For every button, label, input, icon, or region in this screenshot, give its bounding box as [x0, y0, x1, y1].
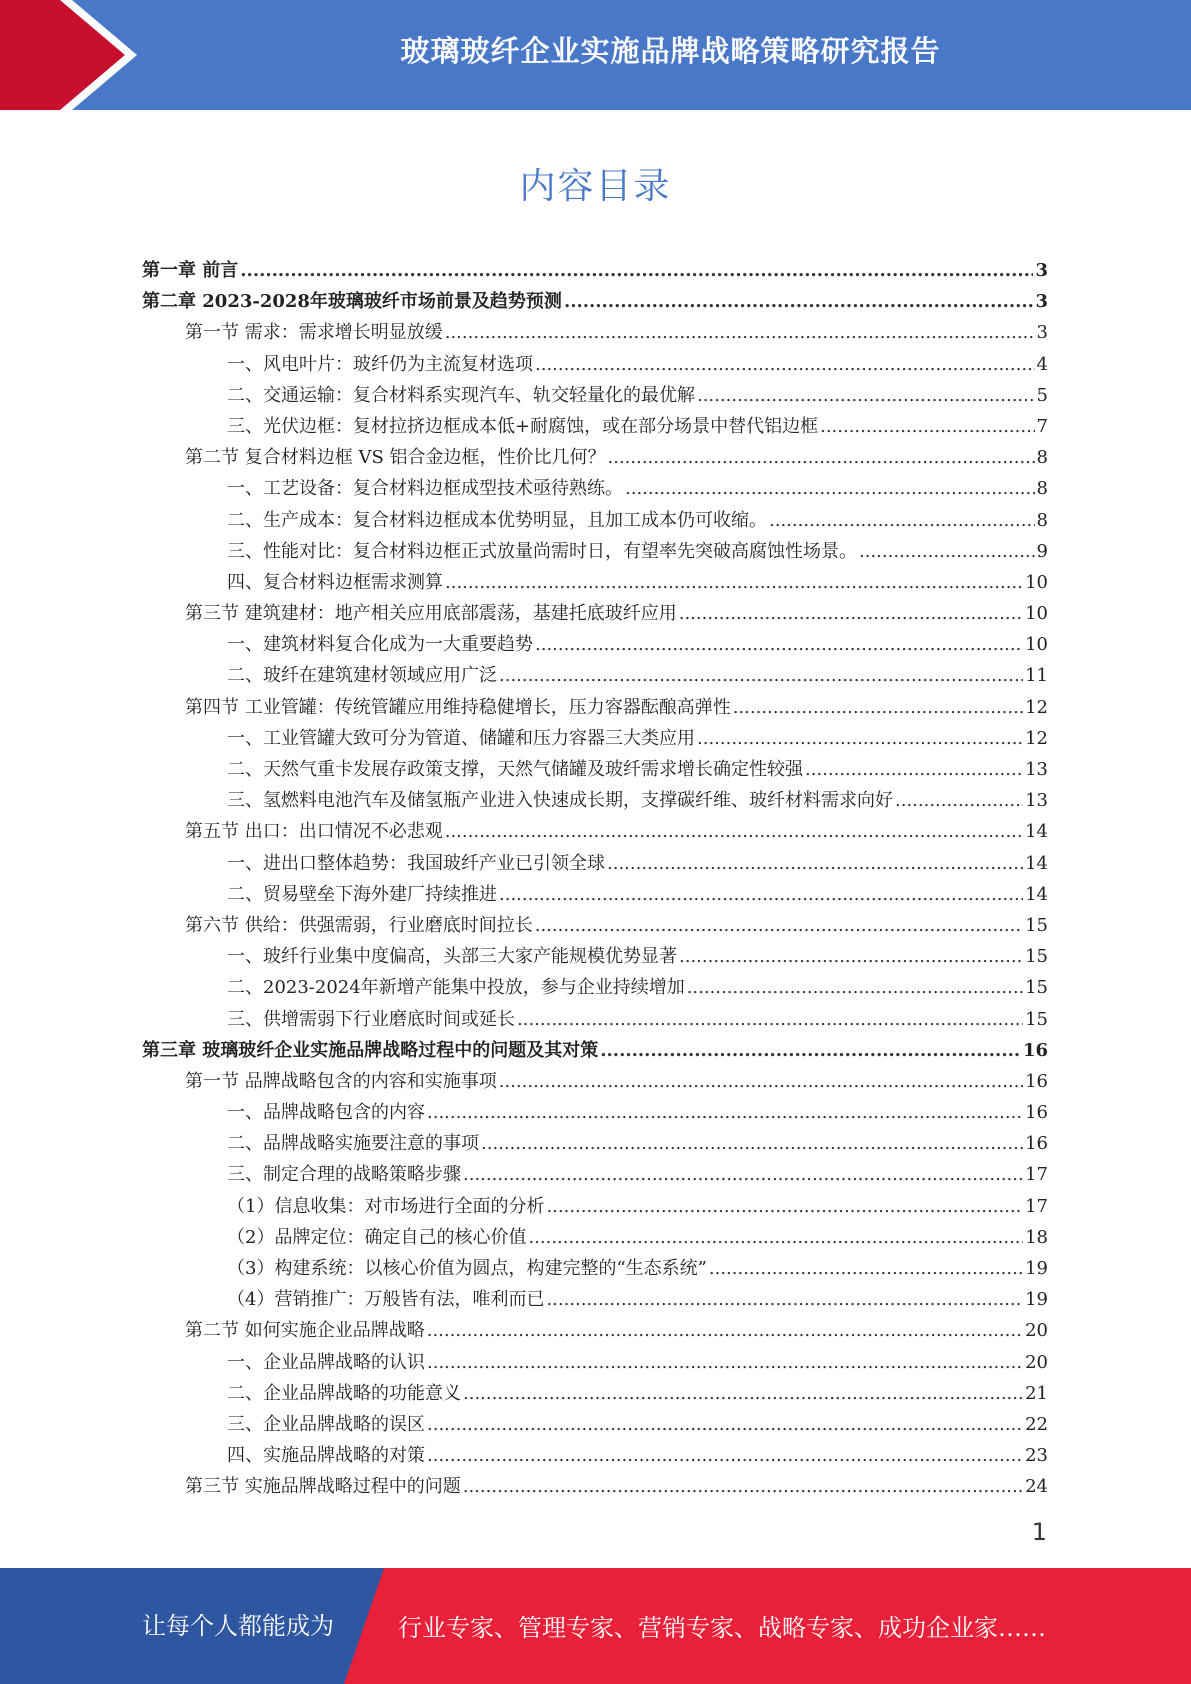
toc-entry-label: 第四节 工业管罐：传统管罐应用维持稳健增长，压力容器酝酿高弹性: [185, 696, 731, 718]
toc-entry[interactable]: [142, 941, 1048, 972]
toc-entry[interactable]: [142, 1097, 1048, 1128]
toc-entry-page: 14: [1025, 852, 1048, 874]
toc-leader-dots: [564, 286, 1034, 317]
toc-entry-page: 3: [1036, 322, 1048, 344]
toc-leader-dots: [607, 848, 1023, 879]
toc-entry[interactable]: [142, 723, 1048, 754]
toc-entry[interactable]: [142, 1409, 1048, 1440]
toc-leader-dots: [463, 1471, 1023, 1502]
toc-entry[interactable]: [142, 1004, 1048, 1035]
toc-entry-page: 14: [1025, 883, 1048, 905]
toc-entry[interactable]: [142, 317, 1048, 348]
toc-leader-dots: [445, 567, 1023, 598]
toc-entry-page: 15: [1025, 914, 1048, 936]
toc-leader-dots: [517, 1004, 1023, 1035]
toc-leader-dots: [679, 598, 1023, 629]
toc-entry-page: 23: [1025, 1445, 1048, 1467]
toc-leader-dots: [240, 255, 1033, 286]
toc-heading: 内容目录: [519, 166, 672, 207]
toc-entry-page: 4: [1036, 353, 1048, 375]
toc-entry-page: 24: [1025, 1476, 1048, 1498]
toc-entry-label: 第一章 前言: [142, 260, 239, 281]
toc-entry-page: 16: [1025, 1133, 1048, 1155]
toc-entry-page: 15: [1025, 977, 1048, 999]
toc-leader-dots: [499, 660, 1023, 691]
toc-entry[interactable]: [142, 660, 1048, 691]
footer-banner: [0, 1568, 1191, 1684]
toc-entry-label: 三、制定合理的战略策略步骤: [227, 1164, 461, 1186]
toc-entry-page: 16: [1025, 1102, 1048, 1124]
toc-leader-dots: [769, 505, 1035, 536]
toc-entry-page: 10: [1025, 634, 1048, 656]
table-of-contents: [142, 255, 1048, 1503]
toc-entry-page: 17: [1025, 1195, 1048, 1217]
toc-leader-dots: [427, 1347, 1023, 1378]
toc-entry-label: 第三节 实施品牌战略过程中的问题: [185, 1476, 461, 1498]
footer-slogan-left: 让每个人都能成为: [142, 1612, 334, 1640]
toc-leader-dots: [687, 972, 1023, 1003]
toc-entry[interactable]: [142, 1191, 1048, 1222]
toc-entry-label: 三、供增需弱下行业磨底时间或延长: [227, 1008, 515, 1030]
toc-entry[interactable]: [142, 380, 1048, 411]
toc-entry-page: 7: [1036, 415, 1048, 437]
toc-leader-dots: [535, 910, 1023, 941]
toc-entry[interactable]: [142, 629, 1048, 660]
toc-entry[interactable]: [142, 1159, 1048, 1190]
toc-entry[interactable]: [142, 1315, 1048, 1346]
toc-entry[interactable]: [142, 1347, 1048, 1378]
toc-entry[interactable]: [142, 1066, 1048, 1097]
toc-entry-page: 10: [1025, 571, 1048, 593]
toc-entry[interactable]: [142, 1378, 1048, 1409]
toc-entry-label: 第二节 如何实施企业品牌战略: [185, 1320, 425, 1342]
toc-entry-label: 第二节 复合材料边框 VS 铝合金边框，性价比几何？: [185, 447, 606, 469]
toc-entry-page: 9: [1036, 540, 1048, 562]
toc-entry[interactable]: [142, 754, 1048, 785]
toc-entry-page: 19: [1025, 1289, 1048, 1311]
header-banner: [0, 0, 1191, 110]
toc-entry-label: 二、玻纤在建筑建材领域应用广泛: [227, 665, 497, 687]
toc-entry-label: （1）信息收集：对市场进行全面的分析: [227, 1195, 545, 1217]
toc-entry-label: 三、氢燃料电池汽车及储氢瓶产业进入快速成长期，支撑碳纤维、玻纤材料需求向好: [227, 790, 893, 812]
toc-entry-label: 二、品牌战略实施要注意的事项: [227, 1133, 479, 1155]
toc-entry-label: 第一节 需求：需求增长明显放缓: [185, 322, 443, 344]
toc-entry-label: 一、进出口整体趋势：我国玻纤产业已引领全球: [227, 852, 605, 874]
toc-entry-label: 二、生产成本：复合材料边框成本优势明显，且加工成本仍可收缩。: [227, 509, 767, 531]
toc-entry-page: 20: [1025, 1320, 1048, 1342]
toc-entry-label: 二、交通运输：复合材料系实现汽车、轨交轻量化的最优解: [227, 384, 695, 406]
toc-entry-page: 8: [1036, 447, 1048, 469]
toc-entry-page: 3: [1035, 291, 1048, 313]
toc-leader-dots: [535, 629, 1023, 660]
toc-entry-label: 二、天然气重卡发展存政策支撑，天然气储罐及玻纤需求增长确定性较强: [227, 759, 803, 780]
toc-leader-dots: [709, 1253, 1023, 1284]
toc-entry-page: 8: [1036, 509, 1048, 531]
report-title: 玻璃玻纤企业实施品牌战略策略研究报告: [400, 34, 941, 68]
toc-entry-page: 15: [1025, 1008, 1048, 1030]
toc-entry[interactable]: [142, 286, 1048, 317]
toc-leader-dots: [427, 1315, 1023, 1346]
toc-entry[interactable]: [142, 1253, 1048, 1284]
toc-entry[interactable]: [142, 816, 1048, 847]
toc-entry-page: 19: [1025, 1258, 1048, 1279]
toc-entry-page: 21: [1025, 1382, 1048, 1404]
toc-entry-label: 第二章 2023-2028年玻璃玻纤市场前景及趋势预测: [142, 291, 562, 313]
toc-leader-dots: [697, 723, 1023, 754]
toc-leader-dots: [679, 941, 1023, 972]
toc-entry-label: 第五节 出口：出口情况不必悲观: [185, 821, 443, 843]
toc-entry-page: 16: [1022, 1039, 1048, 1061]
toc-entry-label: 二、2023-2024年新增产能集中投放，参与企业持续增加: [227, 977, 685, 999]
toc-leader-dots: [427, 1409, 1023, 1440]
toc-entry-label: 一、工艺设备：复合材料边框成型技术亟待熟练。: [227, 478, 623, 500]
toc-entry-label: 二、贸易壁垒下海外建厂持续推进: [227, 883, 497, 905]
toc-entry[interactable]: [142, 785, 1048, 816]
toc-entry-page: 10: [1025, 603, 1048, 625]
toc-entry-label: 一、建筑材料复合化成为一大重要趋势: [227, 634, 533, 656]
toc-leader-dots: [481, 1128, 1023, 1159]
toc-entry[interactable]: [142, 349, 1048, 380]
page-number: 1: [1031, 1518, 1047, 1546]
toc-leader-dots: [733, 692, 1023, 723]
footer-slogan-right: 行业专家、管理专家、营销专家、战略专家、成功企业家……: [398, 1614, 1046, 1642]
toc-entry-label: 四、实施品牌战略的对策: [227, 1445, 425, 1467]
toc-entry-page: 13: [1025, 790, 1048, 812]
toc-entry-page: 13: [1025, 759, 1048, 780]
toc-entry-page: 17: [1025, 1164, 1048, 1186]
toc-entry-page: 16: [1025, 1070, 1048, 1092]
toc-leader-dots: [600, 1035, 1021, 1066]
toc-entry[interactable]: [142, 567, 1048, 598]
toc-leader-dots: [427, 1440, 1023, 1471]
toc-leader-dots: [499, 1066, 1023, 1097]
toc-entry[interactable]: [142, 505, 1048, 536]
toc-leader-dots: [895, 785, 1023, 816]
toc-leader-dots: [499, 879, 1023, 910]
toc-entry-label: 第三节 建筑建材：地产相关应用底部震荡，基建托底玻纤应用: [185, 603, 677, 625]
toc-entry[interactable]: [142, 848, 1048, 879]
toc-leader-dots: [535, 349, 1035, 380]
toc-entry[interactable]: [142, 910, 1048, 941]
toc-entry-page: 12: [1025, 727, 1048, 749]
toc-entry-page: 5: [1036, 384, 1048, 406]
toc-leader-dots: [546, 1284, 1023, 1315]
toc-entry[interactable]: [142, 692, 1048, 723]
toc-leader-dots: [463, 1159, 1023, 1190]
toc-entry-page: 20: [1025, 1351, 1048, 1373]
toc-entry-page: 3: [1035, 260, 1048, 281]
toc-entry[interactable]: [142, 255, 1048, 286]
toc-entry[interactable]: [142, 598, 1048, 629]
toc-entry-label: 第一节 品牌战略包含的内容和实施事项: [185, 1070, 497, 1092]
toc-entry-label: 二、企业品牌战略的功能意义: [227, 1382, 461, 1404]
toc-entry[interactable]: [142, 1440, 1048, 1471]
toc-entry-label: 一、企业品牌战略的认识: [227, 1351, 425, 1373]
toc-leader-dots: [546, 1191, 1023, 1222]
toc-entry-page: 11: [1025, 665, 1048, 687]
toc-entry-label: （2）品牌定位：确定自己的核心价值: [227, 1226, 527, 1248]
toc-entry[interactable]: [142, 972, 1048, 1003]
toc-entry-label: （3）构建系统：以核心价值为圆点，构建完整的“生态系统”: [227, 1258, 707, 1279]
toc-entry[interactable]: [142, 536, 1048, 567]
toc-entry-label: （4）营销推广：万般皆有法，唯利而已: [227, 1289, 545, 1311]
toc-entry[interactable]: [142, 1035, 1048, 1066]
toc-entry[interactable]: [142, 1222, 1048, 1253]
toc-leader-dots: [608, 442, 1035, 473]
toc-entry[interactable]: [142, 442, 1048, 473]
toc-leader-dots: [445, 816, 1023, 847]
toc-leader-dots: [445, 317, 1035, 348]
toc-entry-page: 12: [1025, 696, 1048, 718]
toc-leader-dots: [820, 411, 1034, 442]
toc-entry-page: 15: [1025, 946, 1048, 968]
toc-leader-dots: [463, 1378, 1023, 1409]
toc-entry-label: 第六节 供给：供强需弱，行业磨底时间拉长: [185, 914, 533, 936]
toc-entry[interactable]: [142, 1471, 1048, 1502]
toc-leader-dots: [859, 536, 1035, 567]
toc-entry-page: 22: [1025, 1413, 1048, 1435]
toc-entry[interactable]: [142, 879, 1048, 910]
toc-entry-page: 18: [1025, 1226, 1048, 1248]
toc-entry-label: 四、复合材料边框需求测算: [227, 571, 443, 593]
toc-leader-dots: [625, 473, 1035, 504]
toc-leader-dots: [427, 1097, 1023, 1128]
toc-entry[interactable]: [142, 1284, 1048, 1315]
toc-entry-label: 三、企业品牌战略的误区: [227, 1413, 425, 1435]
toc-leader-dots: [528, 1222, 1023, 1253]
toc-entry-label: 一、风电叶片：玻纤仍为主流复材选项: [227, 353, 533, 375]
toc-leader-dots: [697, 380, 1035, 411]
toc-entry-label: 三、光伏边框：复材拉挤边框成本低+耐腐蚀，或在部分场景中替代铝边框: [227, 415, 819, 437]
toc-entry-label: 第三章 玻璃玻纤企业实施品牌战略过程中的问题及其对策: [142, 1039, 599, 1061]
toc-entry[interactable]: [142, 411, 1048, 442]
toc-entry-label: 一、玻纤行业集中度偏高，头部三大家产能规模优势显著: [227, 946, 677, 968]
toc-leader-dots: [805, 754, 1023, 785]
toc-entry-page: 8: [1036, 478, 1048, 500]
toc-entry[interactable]: [142, 1128, 1048, 1159]
toc-entry-label: 三、性能对比：复合材料边框正式放量尚需时日，有望率先突破高腐蚀性场景。: [227, 540, 857, 562]
toc-entry-label: 一、工业管罐大致可分为管道、储罐和压力容器三大类应用: [227, 727, 695, 749]
toc-entry-label: 一、品牌战略包含的内容: [227, 1102, 425, 1124]
toc-entry[interactable]: [142, 473, 1048, 504]
toc-entry-page: 14: [1025, 821, 1048, 843]
